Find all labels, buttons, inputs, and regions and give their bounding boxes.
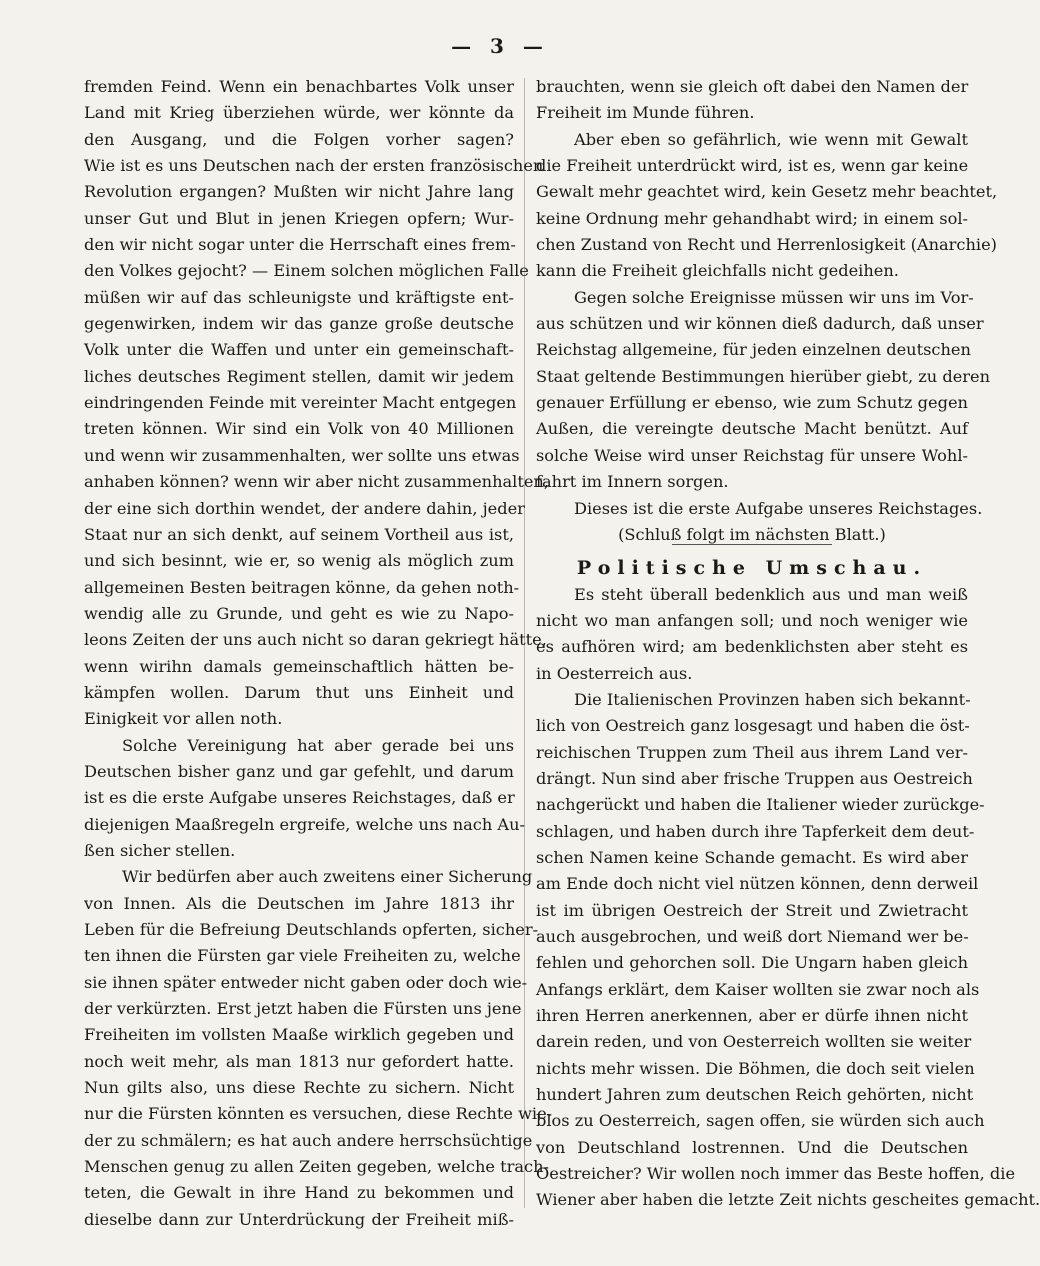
text-line: eindringenden Feinde mit vereinter Macht entgegen — [84, 393, 517, 413]
text-line: Aber eben so gefährlich, wie wenn mit Gewalt — [574, 129, 968, 149]
text-line: in Oesterreich aus. — [536, 663, 693, 683]
text-line: Freiheiten im vollsten Maaße wirklich gegeben und — [84, 1025, 514, 1045]
text-line: Deutschen bisher ganz und gar gefehlt, und darum — [84, 761, 514, 781]
text-line: diejenigen Maaßregeln ergreife, welche uns nach Au- — [84, 814, 525, 834]
text-line: nichts mehr wissen. Die Böhmen, die doch seit vielen — [536, 1058, 975, 1078]
text-line: Oestreicher? Wir wollen noch immer das Beste hoffen, die — [536, 1164, 1016, 1184]
continuation-note: (Schluß folgt im nächsten Blatt.) — [618, 524, 886, 544]
text-line: und sich besinnt, wie er, so wenig als möglich zum — [84, 551, 514, 571]
text-line: Einigkeit vor allen noth. — [84, 709, 283, 729]
text-line: Volk unter die Waffen und unter ein gemeinschaft- — [84, 340, 514, 360]
section-rule — [672, 544, 832, 545]
page-number: — 3 — — [451, 34, 549, 58]
text-line: ihren Herren anerkennen, aber er dürfe ihnen nicht — [536, 1006, 968, 1026]
text-line: Menschen genug zu allen Zeiten gegeben, welche trach- — [84, 1157, 549, 1177]
text-line: genauer Erfüllung er ebenso, wie zum Schutz gegen — [536, 393, 968, 413]
text-line: anhaben können? wenn wir aber nicht zusammenhalten, — [84, 472, 549, 492]
text-line: nachgerückt und haben die Italiener wieder zurückge- — [536, 795, 985, 815]
text-line: von Deutschland lostrennen. Und die Deutschen — [536, 1137, 968, 1157]
text-line: Dieses ist die erste Aufgabe unseres Reichstages. — [574, 498, 983, 518]
text-line: hundert Jahren zum deutschen Reich gehörten, nicht — [536, 1085, 974, 1105]
text-line: wendig alle zu Grunde, und geht es wie zu Napo- — [84, 603, 514, 623]
text-line: keine Ordnung mehr gehandhabt wird; in einem sol- — [536, 208, 968, 228]
text-line: drängt. Nun sind aber frische Truppen aus Oestreich — [536, 768, 973, 788]
right-column — [536, 74, 1040, 1214]
text-line: noch weit mehr, als man 1813 nur gefordert hatte. — [84, 1051, 514, 1071]
text-line: den Ausgang, und die Folgen vorher sagen? — [84, 129, 514, 149]
text-line: allgemeinen Besten beitragen könne, da gehen noth- — [84, 577, 520, 597]
text-line: den wir nicht sogar unter die Herrschaft eines frem- — [84, 235, 516, 255]
text-line: den Volkes gejocht? — Einem solchen möglichen Falle — [84, 261, 529, 281]
text-line: fahrt im Innern sorgen. — [536, 472, 729, 492]
text-line: ist es die erste Aufgabe unseres Reichstages, daß er — [84, 788, 515, 808]
text-line: Wir bedürfen aber auch zweitens einer Sicherung — [122, 867, 533, 887]
text-line: leons Zeiten der uns auch nicht so daran gekriegt hätte, — [84, 630, 547, 650]
text-line: Wie ist es uns Deutschen nach der ersten französischen — [84, 156, 544, 176]
text-line: Revolution ergangen? Mußten wir nicht Jahre lang — [84, 182, 514, 202]
text-line: nur die Fürsten könnten es versuchen, diese Rechte wie- — [84, 1104, 553, 1124]
text-line: Die Italienischen Provinzen haben sich bekannt- — [574, 689, 971, 709]
text-line: Wiener aber haben die letzte Zeit nichts gescheites gemacht. — [536, 1190, 1040, 1210]
text-line: Es steht überall bedenklich aus und man weiß — [574, 584, 968, 604]
text-line: nicht wo man anfangen soll; und noch weniger wie — [536, 610, 968, 630]
text-line: lich von Oestreich ganz losgesagt und haben die öst- — [536, 716, 970, 736]
text-line: gegenwirken, indem wir das ganze große deutsche — [84, 314, 514, 334]
text-line: solche Weise wird unser Reichstag für unsere Wohl- — [536, 445, 968, 465]
text-line: aus schützen und wir können dieß dadurch, daß unser — [536, 314, 984, 334]
text-line: der zu schmälern; es hat auch andere herrschsüchtige — [84, 1130, 533, 1150]
text-line: Anfangs erklärt, dem Kaiser wollten sie zwar noch als — [536, 979, 980, 999]
text-line: schen Namen keine Schande gemacht. Es wird aber — [536, 847, 968, 867]
text-line: unser Gut und Blut in jenen Kriegen opfern; Wur- — [84, 208, 514, 228]
text-line: reichischen Truppen zum Theil aus ihrem Land ver- — [536, 742, 968, 762]
text-line: wenn wirihn damals gemeinschaftlich hätten be- — [84, 656, 514, 676]
text-line: schlagen, und haben durch ihre Tapferkeit dem deut- — [536, 821, 975, 841]
text-line: ist im übrigen Oestreich der Streit und Zwietracht — [536, 900, 968, 920]
section-heading: Politische Umschau. — [576, 557, 928, 580]
text-line: Solche Vereinigung hat aber gerade bei uns — [122, 735, 514, 755]
text-line: fremden Feind. Wenn ein benachbartes Volk unser — [84, 77, 514, 96]
text-line: ten ihnen die Fürsten gar viele Freiheiten zu, welche — [84, 946, 521, 966]
text-line: kann die Freiheit gleichfalls nicht gedeihen. — [536, 261, 899, 281]
text-line: Leben für die Befreiung Deutschlands opferten, sicher- — [84, 920, 539, 939]
text-line: darein reden, und von Oesterreich wollten sie weiter — [536, 1032, 972, 1052]
text-line: teten, die Gewalt in ihre Hand zu bekommen und — [84, 1183, 514, 1203]
text-line: und wenn wir zusammenhalten, wer sollte uns etwas — [84, 445, 520, 465]
text-line: Nun gilts also, uns diese Rechte zu sichern. Nicht — [84, 1078, 514, 1098]
text-line: der eine sich dorthin wendet, der andere dahin, jeder — [84, 498, 525, 518]
text-line: liches deutsches Regiment stellen, damit wir jedem — [84, 366, 514, 386]
text-line: Staat geltende Bestimmungen hierüber giebt, zu deren — [536, 366, 991, 386]
text-line: Gewalt mehr geachtet wird, kein Gesetz mehr beachtet, — [536, 182, 998, 202]
text-line: Staat nur an sich denkt, auf seinem Vortheil aus ist, — [84, 524, 514, 544]
text-line: ßen sicher stellen. — [84, 840, 236, 860]
text-line: kämpfen wollen. Darum thut uns Einheit und — [84, 682, 514, 702]
text-line: Reichstag allgemeine, für jeden einzelnen deutschen — [536, 340, 971, 360]
text-line: es aufhören wird; am bedenklichsten aber steht es — [536, 637, 968, 657]
text-line: am Ende doch nicht viel nützen können, denn derweil — [536, 874, 979, 894]
text-line: fehlen und gehorchen soll. Die Ungarn haben gleich — [536, 953, 968, 973]
text-line: blos zu Oesterreich, sagen offen, sie würden sich auch — [536, 1111, 985, 1131]
text-line: die Freiheit unterdrückt wird, ist es, wenn gar keine — [536, 156, 969, 176]
text-line: dieselbe dann zur Unterdrückung der Freiheit miß- — [84, 1209, 514, 1229]
text-line: Land mit Krieg überziehen würde, wer könnte da — [84, 103, 514, 123]
text-line: Freiheit im Munde führen. — [536, 103, 755, 123]
text-line: müßen wir auf das schleunigste und kräftigste ent- — [84, 287, 514, 307]
left-column — [84, 74, 553, 1233]
text-line: der verkürzten. Erst jetzt haben die Fürsten uns jene — [84, 999, 522, 1019]
text-line: brauchten, wenn sie gleich oft dabei den Namen der — [536, 77, 969, 96]
text-line: von Innen. Als die Deutschen im Jahre 1813 ihr — [84, 893, 514, 913]
text-line: Außen, die vereingte deutsche Macht benützt. Auf — [536, 419, 968, 439]
text-line: auch ausgebrochen, und weiß dort Niemand wer be- — [536, 927, 969, 946]
text-line: Gegen solche Ereignisse müssen wir uns im Vor- — [574, 287, 974, 307]
text-line: sie ihnen später entweder nicht gaben oder doch wie- — [84, 972, 528, 992]
text-line: treten können. Wir sind ein Volk von 40 Millionen — [84, 419, 514, 439]
text-line: chen Zustand von Recht und Herrenlosigkeit (Anarchie) — [536, 235, 997, 255]
